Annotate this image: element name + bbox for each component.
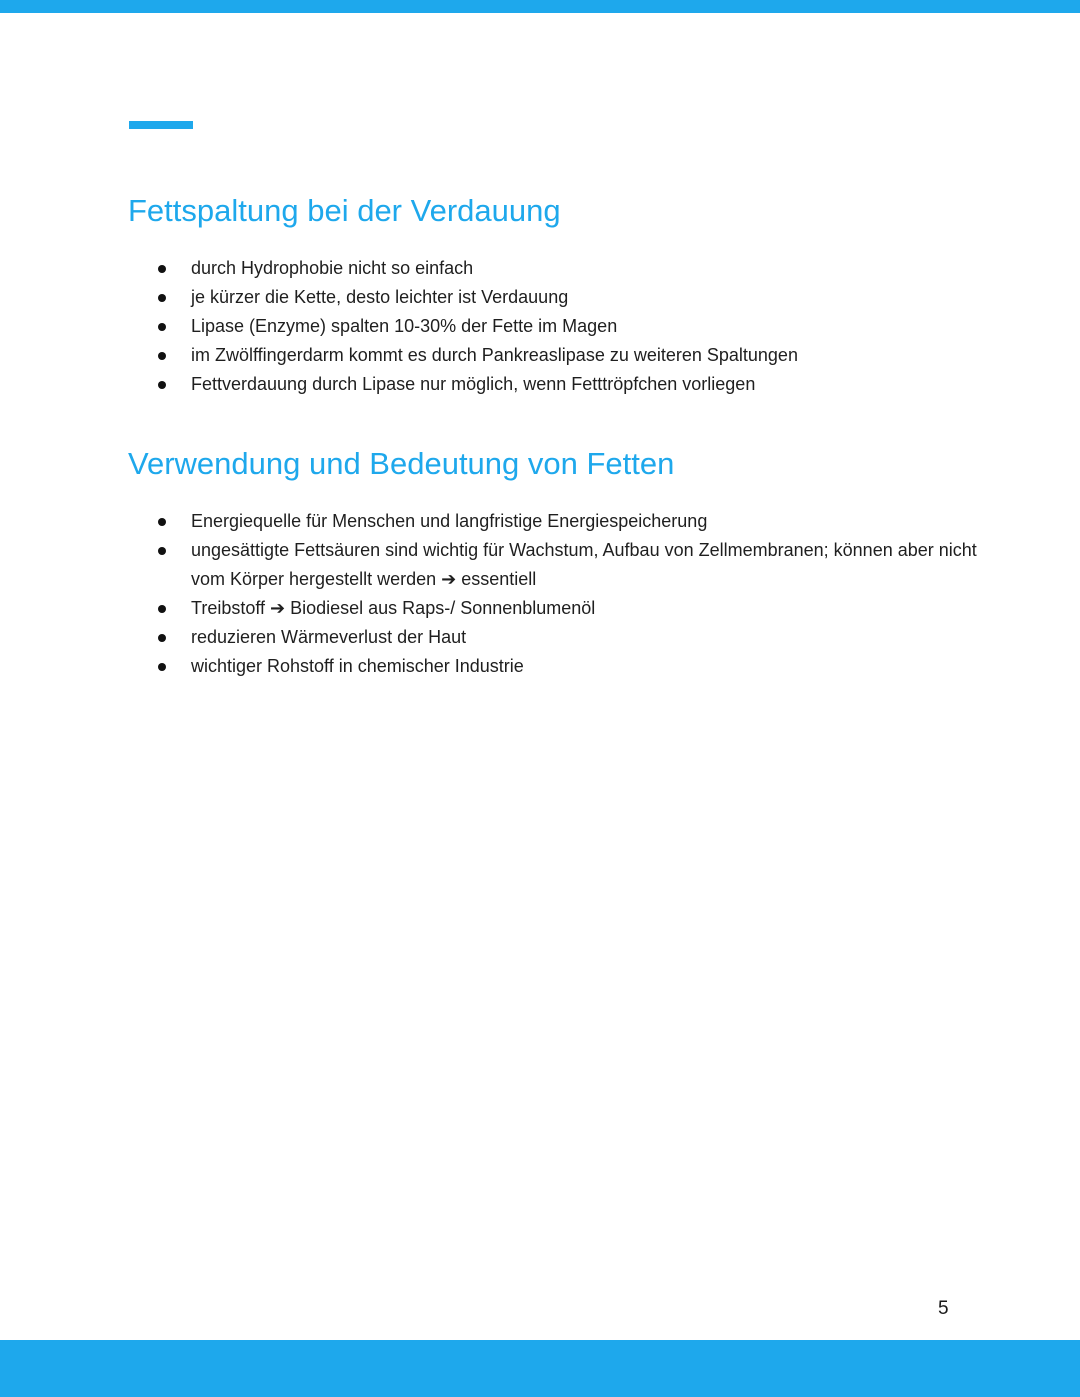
list-item-text: ungesättigte Fettsäuren sind wichtig für Wachstum, Aufbau von Zellmembranen; können aber nicht vom Körper hergestellt werden ➔ essentiell [191,540,977,589]
page-number: 5 [938,1298,949,1319]
list-item [158,283,978,312]
accent-dash [129,121,193,129]
list-item-text: Fettverdauung durch Lipase nur möglich, wenn Fetttröpfchen vorliegen [191,374,756,394]
bullet-icon [158,265,166,273]
bullet-icon [158,323,166,331]
list-item-text: Treibstoff ➔ Biodiesel aus Raps-/ Sonnenblumenöl [191,598,596,618]
list-item [158,652,978,681]
list-item-text: Lipase (Enzyme) spalten 10-30% der Fette im Magen [191,316,618,336]
list-item [158,594,978,623]
list-item [158,623,978,652]
list-item [158,312,978,341]
bullet-icon [158,294,166,302]
list-item-text: Energiequelle für Menschen und langfristige Energiespeicherung [191,511,708,531]
bullet-icon [158,518,166,526]
list-item [158,254,978,283]
top-accent-bar [0,0,1080,13]
list-item-text: wichtiger Rohstoff in chemischer Industrie [191,656,524,676]
section-title-verwendung: Verwendung und Bedeutung von Fetten [128,446,675,481]
list-item-text: durch Hydrophobie nicht so einfach [191,258,474,278]
bullet-icon [158,381,166,389]
bullet-icon [158,547,166,555]
bullet-list-verwendung [158,507,978,681]
list-item [158,370,978,399]
bullet-list-fettspaltung [158,254,978,399]
list-item-text: im Zwölffingerdarm kommt es durch Pankreaslipase zu weiteren Spaltungen [191,345,798,365]
bullet-icon [158,663,166,671]
list-item [158,507,978,536]
list-item-text: reduzieren Wärmeverlust der Haut [191,627,467,647]
list-item [158,341,978,370]
bullet-icon [158,352,166,360]
bullet-icon [158,634,166,642]
list-item [158,536,978,594]
bottom-accent-bar [0,1340,1080,1397]
list-item-text: je kürzer die Kette, desto leichter ist Verdauung [191,287,569,307]
section-title-fettspaltung: Fettspaltung bei der Verdauung [128,193,561,228]
bullet-icon [158,605,166,613]
